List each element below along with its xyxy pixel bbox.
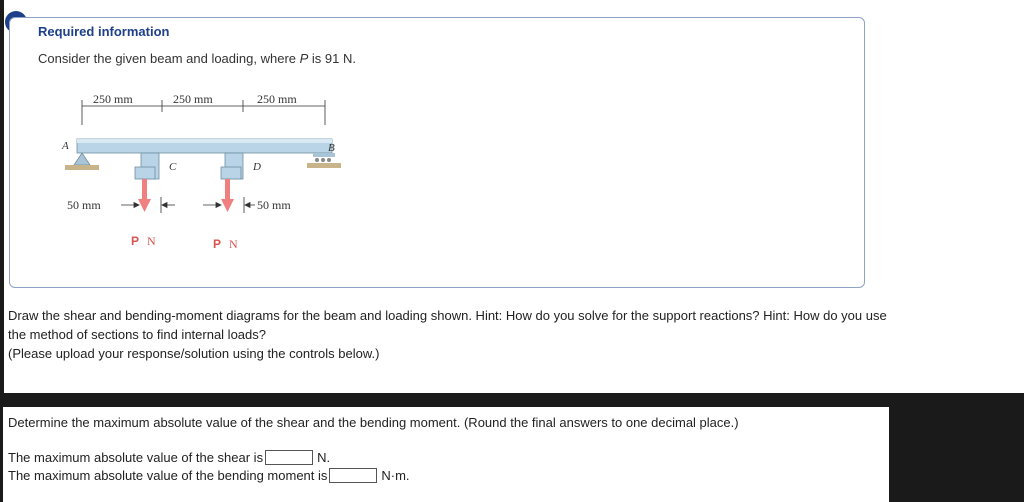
info-text-before: Consider the given beam and loading, where bbox=[38, 51, 300, 66]
dim-left-50: 50 mm bbox=[67, 198, 101, 212]
load-arrow-d bbox=[221, 179, 234, 212]
label-d: D bbox=[253, 161, 261, 173]
label-c: C bbox=[169, 161, 177, 173]
label-a: A bbox=[62, 140, 69, 152]
info-text-after: is 91 N. bbox=[308, 51, 356, 66]
label-b: B bbox=[328, 142, 335, 154]
load-2-n: N bbox=[229, 237, 238, 251]
shear-label: The maximum absolute value of the shear is bbox=[8, 450, 264, 465]
roller-support-b bbox=[307, 153, 341, 168]
problem-line-1: Draw the shear and bending-moment diagrams for the beam and loading shown. Hint: How do you solve for the support reactions? Hint: How do you use bbox=[8, 308, 887, 323]
moment-input[interactable] bbox=[329, 468, 377, 483]
answer-question: Determine the maximum absolute value of the shear and the bending moment. (Round the final answers to one decimal place.) bbox=[8, 415, 739, 430]
answer-panel bbox=[3, 407, 889, 502]
dim-right-50: 50 mm bbox=[257, 198, 291, 212]
dim-top-1: 250 mm bbox=[93, 92, 133, 106]
moment-answer-row bbox=[8, 468, 410, 483]
shear-input[interactable] bbox=[265, 450, 313, 465]
problem-line-3: (Please upload your response/solution using the controls below.) bbox=[8, 346, 380, 361]
required-info-text bbox=[38, 51, 356, 66]
load-1-n: N bbox=[147, 234, 156, 248]
pin-support-a bbox=[65, 153, 99, 170]
problem-line-2: the method of sections to find internal loads? bbox=[8, 327, 266, 342]
shear-answer-row bbox=[8, 450, 330, 465]
required-info-title: Required information bbox=[38, 24, 170, 39]
beam-figure bbox=[55, 83, 355, 258]
moment-label: The maximum absolute value of the bending moment is bbox=[8, 468, 328, 483]
beam-body bbox=[77, 139, 332, 179]
info-variable-p: P bbox=[299, 51, 309, 66]
left-accent-bar bbox=[0, 0, 4, 393]
problem-statement bbox=[8, 306, 1008, 363]
load-1-p: P bbox=[131, 234, 140, 248]
dim-top-3: 250 mm bbox=[257, 92, 297, 106]
load-2-p: P bbox=[213, 237, 222, 251]
dim-top-2: 250 mm bbox=[173, 92, 213, 106]
moment-unit: N·m. bbox=[381, 468, 410, 483]
shear-unit: N. bbox=[317, 450, 331, 465]
load-arrow-c bbox=[138, 179, 151, 212]
